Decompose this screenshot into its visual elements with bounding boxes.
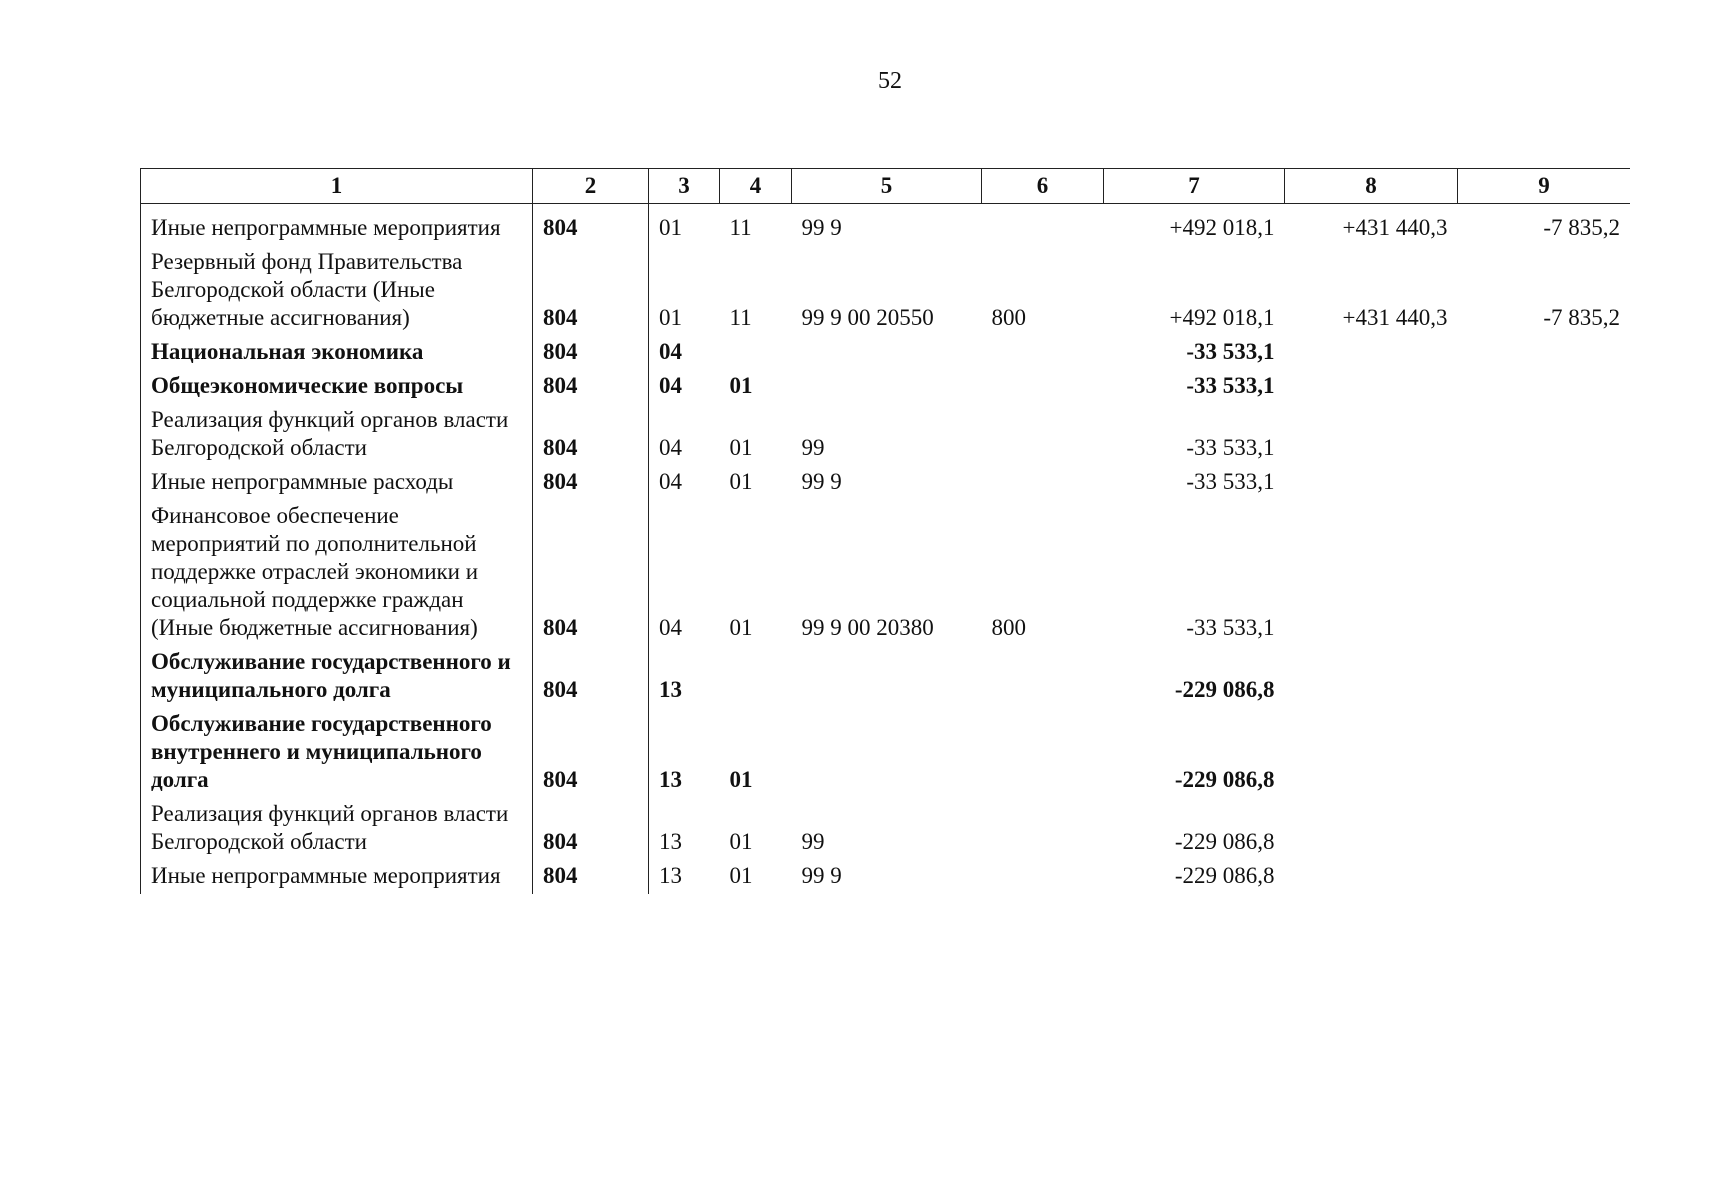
cell-amount-col9 bbox=[1458, 500, 1631, 646]
cell-amount-col9 bbox=[1458, 370, 1631, 404]
cell-amount-col8: +431 440,3 bbox=[1342, 305, 1448, 330]
cell-expense-type: 800 bbox=[991, 305, 1026, 330]
cell-expense-type bbox=[982, 370, 1104, 404]
header-col-4: 4 bbox=[720, 169, 792, 204]
cell-code: 804 bbox=[533, 646, 649, 708]
table-row bbox=[141, 466, 1631, 500]
cell-target-article: 99 9 bbox=[801, 215, 842, 240]
cell-subsection: 11 bbox=[729, 305, 752, 330]
cell-code: 804 bbox=[533, 708, 649, 798]
cell-name: Реализация функций органов власти Белгородской области bbox=[141, 404, 533, 466]
cell-amount-col8: +431 440,3 bbox=[1342, 215, 1448, 240]
cell-section: 01 bbox=[649, 246, 720, 336]
cell-amount-col7: -33 533,1 bbox=[1186, 615, 1275, 640]
cell-amount-col8 bbox=[1285, 500, 1458, 646]
cell-amount-col7: +492 018,1 bbox=[1169, 215, 1275, 240]
header-col-9: 9 bbox=[1458, 169, 1631, 204]
cell-name: Обслуживание государственного внутреннего и муниципального долга bbox=[141, 708, 533, 798]
cell-target-article: 99 9 bbox=[801, 469, 842, 494]
cell-amount-col8 bbox=[1285, 860, 1458, 894]
cell-amount-col8 bbox=[1285, 708, 1458, 798]
header-col-6: 6 bbox=[982, 169, 1104, 204]
page-number: 52 bbox=[878, 68, 902, 94]
cell-section: 04 bbox=[649, 336, 720, 370]
cell-name: Обслуживание государственного и муниципального долга bbox=[141, 646, 533, 708]
table-row bbox=[141, 204, 1631, 247]
cell-name: Финансовое обеспечение мероприятий по дополнительной поддержке отраслей экономики и социальной поддержке граждан (Иные бюджетные ассигнования) bbox=[141, 500, 533, 646]
cell-code: 804 bbox=[533, 404, 649, 466]
cell-amount-col9 bbox=[1458, 798, 1631, 860]
cell-target-article: 99 9 bbox=[801, 863, 842, 888]
cell-name: Иные непрограммные расходы bbox=[141, 466, 533, 500]
cell-section: 01 bbox=[649, 204, 720, 247]
cell-section: 04 bbox=[649, 466, 720, 500]
cell-amount-col7: -33 533,1 bbox=[1186, 469, 1275, 494]
table-row bbox=[141, 370, 1631, 404]
cell-code: 804 bbox=[533, 860, 649, 894]
cell-subsection: 01 bbox=[729, 767, 753, 792]
cell-amount-col9 bbox=[1458, 708, 1631, 798]
cell-amount-col8 bbox=[1285, 466, 1458, 500]
cell-code: 804 bbox=[533, 466, 649, 500]
cell-amount-col9 bbox=[1458, 646, 1631, 708]
cell-amount-col8 bbox=[1285, 798, 1458, 860]
header-col-2: 2 bbox=[533, 169, 649, 204]
cell-target-article bbox=[792, 336, 982, 370]
header-col-7: 7 bbox=[1104, 169, 1285, 204]
cell-expense-type bbox=[982, 336, 1104, 370]
cell-subsection: 01 bbox=[729, 373, 753, 398]
cell-expense-type bbox=[982, 646, 1104, 708]
table-row bbox=[141, 798, 1631, 860]
cell-amount-col7: -33 533,1 bbox=[1186, 373, 1275, 398]
header-col-5: 5 bbox=[792, 169, 982, 204]
cell-name: Национальная экономика bbox=[141, 336, 533, 370]
cell-expense-type bbox=[982, 798, 1104, 860]
cell-section: 13 bbox=[649, 646, 720, 708]
cell-amount-col7: -33 533,1 bbox=[1186, 339, 1275, 364]
table-row bbox=[141, 708, 1631, 798]
cell-amount-col8 bbox=[1285, 336, 1458, 370]
table-row bbox=[141, 246, 1631, 336]
cell-name: Иные непрограммные мероприятия bbox=[141, 860, 533, 894]
cell-name: Резервный фонд Правительства Белгородской области (Иные бюджетные ассигнования) bbox=[141, 246, 533, 336]
cell-name: Реализация функций органов власти Белгородской области bbox=[141, 798, 533, 860]
cell-expense-type bbox=[982, 466, 1104, 500]
cell-expense-type bbox=[982, 708, 1104, 798]
cell-code: 804 bbox=[533, 204, 649, 247]
cell-code: 804 bbox=[533, 246, 649, 336]
table-row bbox=[141, 860, 1631, 894]
cell-amount-col8 bbox=[1285, 646, 1458, 708]
cell-subsection bbox=[720, 646, 792, 708]
cell-section: 13 bbox=[649, 708, 720, 798]
cell-name: Общеэкономические вопросы bbox=[141, 370, 533, 404]
table-row bbox=[141, 404, 1631, 466]
cell-amount-col8 bbox=[1285, 370, 1458, 404]
cell-subsection: 01 bbox=[729, 863, 753, 888]
budget-table-container bbox=[140, 168, 1630, 991]
cell-section: 04 bbox=[649, 370, 720, 404]
header-col-3: 3 bbox=[649, 169, 720, 204]
cell-subsection: 11 bbox=[729, 215, 752, 240]
header-col-1: 1 bbox=[141, 169, 533, 204]
budget-table bbox=[140, 168, 1630, 894]
table-row bbox=[141, 646, 1631, 708]
cell-expense-type bbox=[982, 404, 1104, 466]
cell-code: 804 bbox=[533, 336, 649, 370]
cell-amount-col9 bbox=[1458, 336, 1631, 370]
cell-code: 804 bbox=[533, 500, 649, 646]
cell-code: 804 bbox=[533, 370, 649, 404]
cell-section: 04 bbox=[649, 500, 720, 646]
table-row bbox=[141, 336, 1631, 370]
cell-code: 804 bbox=[533, 798, 649, 860]
cell-amount-col7: +492 018,1 bbox=[1169, 305, 1275, 330]
table-body bbox=[141, 204, 1631, 895]
table-row bbox=[141, 500, 1631, 646]
cell-expense-type: 800 bbox=[991, 615, 1026, 640]
cell-subsection: 01 bbox=[729, 829, 753, 854]
header-col-8: 8 bbox=[1285, 169, 1458, 204]
cell-amount-col9 bbox=[1458, 466, 1631, 500]
cell-target-article bbox=[792, 708, 982, 798]
cell-amount-col9: -7 835,2 bbox=[1458, 204, 1631, 247]
cell-amount-col7: -229 086,8 bbox=[1174, 677, 1275, 702]
cell-subsection bbox=[720, 336, 792, 370]
cell-expense-type bbox=[982, 860, 1104, 894]
cell-target-article: 99 bbox=[801, 829, 825, 854]
cell-section: 04 bbox=[649, 404, 720, 466]
cell-expense-type bbox=[982, 204, 1104, 247]
cell-target-article bbox=[792, 370, 982, 404]
cell-amount-col7: -229 086,8 bbox=[1174, 863, 1275, 888]
cell-section: 13 bbox=[649, 860, 720, 894]
cell-target-article: 99 bbox=[801, 435, 825, 460]
cell-amount-col9: -7 835,2 bbox=[1458, 246, 1631, 336]
cell-amount-col8 bbox=[1285, 404, 1458, 466]
cell-subsection: 01 bbox=[729, 615, 753, 640]
cell-amount-col7: -229 086,8 bbox=[1174, 829, 1275, 854]
cell-amount-col7: -33 533,1 bbox=[1186, 435, 1275, 460]
cell-amount-col9 bbox=[1458, 404, 1631, 466]
cell-target-article: 99 9 00 20550 bbox=[801, 305, 934, 330]
cell-section: 13 bbox=[649, 798, 720, 860]
cell-amount-col7: -229 086,8 bbox=[1174, 767, 1275, 792]
table-header-row bbox=[141, 169, 1631, 204]
cell-name: Иные непрограммные мероприятия bbox=[141, 204, 533, 247]
cell-target-article: 99 9 00 20380 bbox=[801, 615, 934, 640]
cell-subsection: 01 bbox=[729, 469, 753, 494]
cell-subsection: 01 bbox=[729, 435, 753, 460]
cell-target-article bbox=[792, 646, 982, 708]
cell-amount-col9 bbox=[1458, 860, 1631, 894]
